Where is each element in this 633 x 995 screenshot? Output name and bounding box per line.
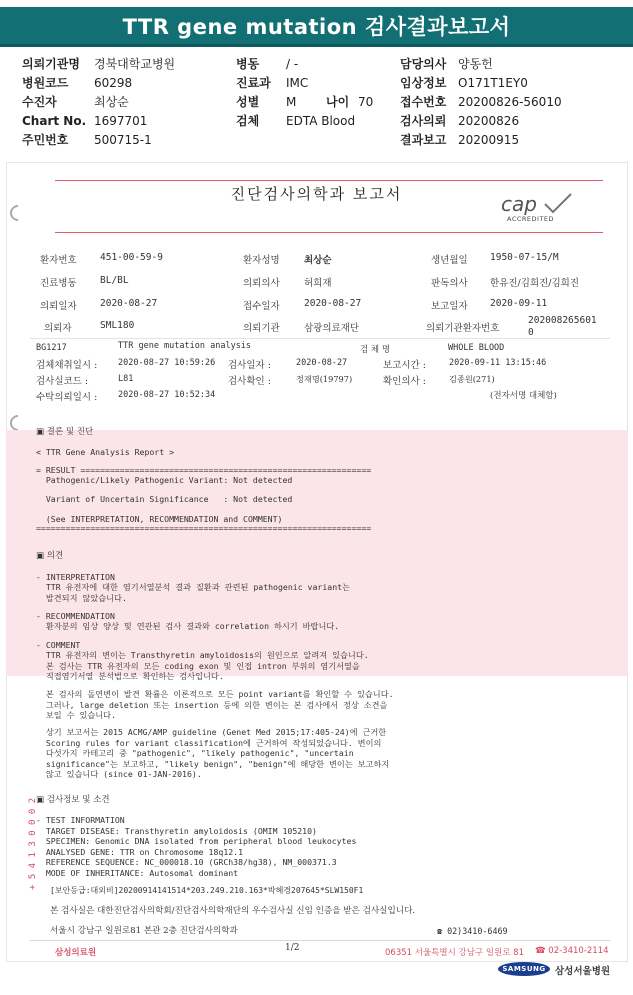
label-sex: 성별 [236, 95, 260, 109]
value-request-date: 2020-08-27 [100, 298, 158, 309]
label-physician: 담당의사 [400, 57, 447, 71]
footer-phone: ☎ 02-3410-2114 [535, 946, 609, 956]
value-age: 70 [358, 95, 374, 109]
label-report-time: 보고시간 : [383, 360, 426, 371]
label-confirm-doctor: 확인의사 : [383, 376, 426, 387]
label-age: 나이 [326, 95, 350, 109]
value-report-time: 2020-09-11 13:15:46 [449, 358, 547, 368]
footer-hospital-name-right: 삼성서울병원 [555, 966, 611, 977]
label-test-request: 검사의뢰 [400, 114, 447, 128]
test-code: BG1217 [36, 343, 67, 353]
recommendation-body: 환자분의 임상 양상 및 연관된 검사 결과와 correlation 하시기 바랍니다. [36, 621, 340, 631]
result-header-line: = RESULT =========================================================== [36, 465, 372, 475]
value-receive-time: 2020-08-27 10:52:34 [118, 390, 216, 400]
value-department: IMC [286, 76, 309, 90]
section-title-test-info: ▣ 검사정보 및 소견 [36, 795, 110, 805]
header-right-column [400, 55, 562, 150]
samsung-logo: SAMSUNG [498, 962, 550, 976]
electronic-signature-note: (전자서명 대체함) [490, 391, 557, 401]
page-number: 1/2 [285, 943, 300, 953]
label-exam-confirm: 검사확인 : [228, 376, 271, 387]
grid-divider [30, 338, 610, 339]
label-requesting-agency: 의뢰기관 [243, 323, 280, 334]
value-agency-patient-number: 202008265601 [528, 315, 597, 326]
label-patient-name: 환자성명 [243, 255, 280, 266]
value-exam-date: 2020-08-27 [296, 358, 348, 368]
value-confirm-doctor: 김종원(271) [449, 374, 495, 384]
label-specimen: 검체 [236, 114, 260, 128]
value-physician: 양동헌 [458, 57, 493, 71]
document-title-bar [0, 7, 633, 47]
label-birth-date: 생년월일 [431, 255, 468, 266]
label-exam-date: 검사일자 : [228, 360, 271, 371]
label-collection-time: 검체채취일시 : [36, 360, 98, 371]
label-receipt-date: 접수일자 [243, 301, 280, 312]
title-red-rule [55, 232, 603, 233]
label-chart-no: Chart No. [22, 114, 87, 128]
section-title-conclusion: ▣ 결론 및 진단 [36, 427, 94, 437]
value-test-request: 20200826 [458, 114, 520, 128]
barcode-stamp: + 5 4 1 3 0 0 0 2 [28, 797, 38, 890]
recommendation-heading: - RECOMMENDATION [36, 611, 115, 621]
guideline-paragraph: 상기 보고서는 2015 ACMG/AMP guideline (Genet Med 2015;17:405-24)에 근거한 Scoring rules for variant classification에 근거하여 작성되었습니다. 변이의 다섯가지 카테고리 중 "pathogenic", "likely pathogenic", "uncertain significance"는 보고하고, "likely benign", "benign"에 해당한 변이는 보고하지 않고 있습니다 (since 01-JAN-2016). [45, 727, 390, 780]
value-requesting-institution: 경북대학교병원 [94, 57, 176, 71]
test-information-body: - TEST INFORMATION TARGET DISEASE: Transthyretin amyloidosis (OMIM 105210) SPECIMEN: Genomic DNA isolated from peripheral blood leukocytes ANALYSED GENE: TTR on Chromosome 18q12.1 REFERENCE SEQUENCE: NC_000018.10 (GRCh38/hg38), NM_000371.3 MODE OF INHERITANCE: Autosomal dominant [36, 815, 357, 878]
label-receipt-no: 접수번호 [400, 95, 447, 109]
interpretation-body: TTR 유전자에 대한 염기서열분석 결과 질환과 관련된 pathogenic variant는 발견되지 않았습니다. [45, 582, 350, 603]
value-reading-doctor: 한유진/김희진/김희진 [490, 278, 579, 289]
footer-address: 06351 서울특별시 강남구 일원로 81 [385, 948, 524, 958]
label-reading-doctor: 판독의사 [431, 278, 468, 289]
label-clinical-info: 임상정보 [400, 76, 447, 90]
label-lab-code: 검사실코드 : [36, 376, 89, 387]
detection-paragraph: 본 검사의 돌연변이 발견 확률은 이론적으로 모든 point variant를 확인할 수 있습니다. 그러나, large deletion 또는 insertion 등에 의한 변이는 본 검사에서 정상 소견을 보일 수 있습니다. [45, 689, 394, 721]
value-hospital-code: 60298 [94, 76, 133, 90]
top-red-rule [55, 180, 603, 181]
checkmark-icon [541, 192, 575, 216]
value-requesting-doctor: 허희재 [304, 278, 332, 289]
header-left-column [22, 55, 175, 150]
label-report-date: 보고일자 [431, 301, 468, 312]
label-requesting-institution: 의뢰기관명 [22, 57, 80, 71]
value-patient: 최상순 [94, 95, 129, 109]
value-lab-code: L81 [118, 374, 134, 384]
value-resident-no: 500715-1 [94, 133, 152, 147]
value-receipt-no: 20200826-56010 [458, 95, 562, 109]
label-result-report: 결과보고 [400, 133, 447, 147]
result-footer-line: ==================================================================== [36, 523, 372, 533]
value-specimen: EDTA Blood [286, 114, 356, 128]
lab-phone: ☎ 02)3410-6469 [437, 926, 508, 936]
header-middle-column [236, 55, 386, 131]
label-patient: 수진자 [22, 95, 57, 109]
value-requester: SML180 [100, 320, 135, 331]
value-requesting-agency: 삼광의료재단 [304, 323, 360, 334]
interpretation-heading: - INTERPRETATION [36, 572, 115, 582]
result-vus-line: Variant of Uncertain Significance : Not detected [36, 494, 293, 504]
label-patient-number: 환자번호 [40, 255, 77, 266]
value-ward: / - [286, 57, 299, 71]
lab-address: 서울시 강남구 일원로81 본관 2층 진단검사의학과 [50, 926, 238, 936]
label-requester: 의뢰자 [44, 323, 72, 334]
label-agency-patient-number: 의뢰기관환자번호 [426, 323, 500, 334]
value-exam-confirm: 정재명(19797) [296, 374, 353, 384]
label-hospital-code: 병원코드 [22, 76, 69, 90]
comment-heading: - COMMENT [36, 640, 81, 650]
label-resident-no: 주민번호 [22, 133, 69, 147]
comment-body: TTR 유전자의 변이는 Transthyretin amyloidosis의 원인으로 알려져 있습니다. 본 검사는 TTR 유전자의 모든 coding exon 및 인접 intron 부위의 염기서열을 직접염기서열 분석법으로 확인하는 검사입니다. [45, 650, 369, 682]
value-agency-patient-number-suffix: 0 [528, 327, 534, 338]
value-collection-time: 2020-08-27 10:59:26 [118, 358, 216, 368]
test-name: TTR gene mutation analysis [118, 341, 252, 351]
section-title-opinion: ▣ 의견 [36, 551, 64, 561]
cap-accredited-logo [497, 192, 577, 222]
value-result-report: 20200915 [458, 133, 520, 147]
report-title: 진단검사의학과 보고서 [230, 185, 403, 203]
value-report-date: 2020-09-11 [490, 298, 548, 309]
value-sex: M [286, 95, 297, 109]
cap-logo-text: cap [501, 192, 537, 216]
value-chart-no: 1697701 [94, 114, 148, 128]
label-ward-report: 진료병동 [40, 278, 77, 289]
label-request-date: 의뢰일자 [40, 301, 77, 312]
value-patient-name: 최상순 [304, 255, 332, 266]
value-specimen-name: WHOLE BLOOD [448, 343, 505, 353]
label-requesting-doctor: 의뢰의사 [243, 278, 280, 289]
security-line: [보안등급:대외비]20200914141514*203.249.210.163*박혜경207645*SLW150F1 [50, 886, 364, 895]
result-see-note: (See INTERPRETATION, RECOMMENDATION and COMMENT) [36, 514, 283, 524]
value-ward-report: BL/BL [100, 275, 129, 286]
label-specimen-name: 검 체 명 [360, 345, 391, 355]
label-department: 진료과 [236, 76, 271, 90]
value-birth-date: 1950-07-15/M [490, 252, 559, 263]
label-receive-time: 수탁의뢰일시 : [36, 392, 98, 403]
cap-accredited-text: ACCREDITED [507, 215, 555, 223]
result-pathogenic-line: Pathogenic/Likely Pathogenic Variant: Not detected [36, 475, 293, 485]
value-receipt-date: 2020-08-27 [304, 298, 362, 309]
value-patient-number: 451-00-59-9 [100, 252, 163, 263]
label-ward: 병동 [236, 57, 260, 71]
value-clinical-info: O171T1EY0 [458, 76, 528, 90]
gene-report-heading: < TTR Gene Analysis Report > [36, 447, 175, 457]
document-title: TTR gene mutation 검사결과보고서 [122, 14, 511, 39]
footer-rule [30, 940, 610, 941]
certification-note: 본 검사실은 대한진단검사의학회/진단검사의학재단의 우수검사실 신임 인증을 받은 검사실입니다. [50, 906, 416, 916]
footer-hospital-name-left: 삼성의료원 [55, 948, 97, 958]
